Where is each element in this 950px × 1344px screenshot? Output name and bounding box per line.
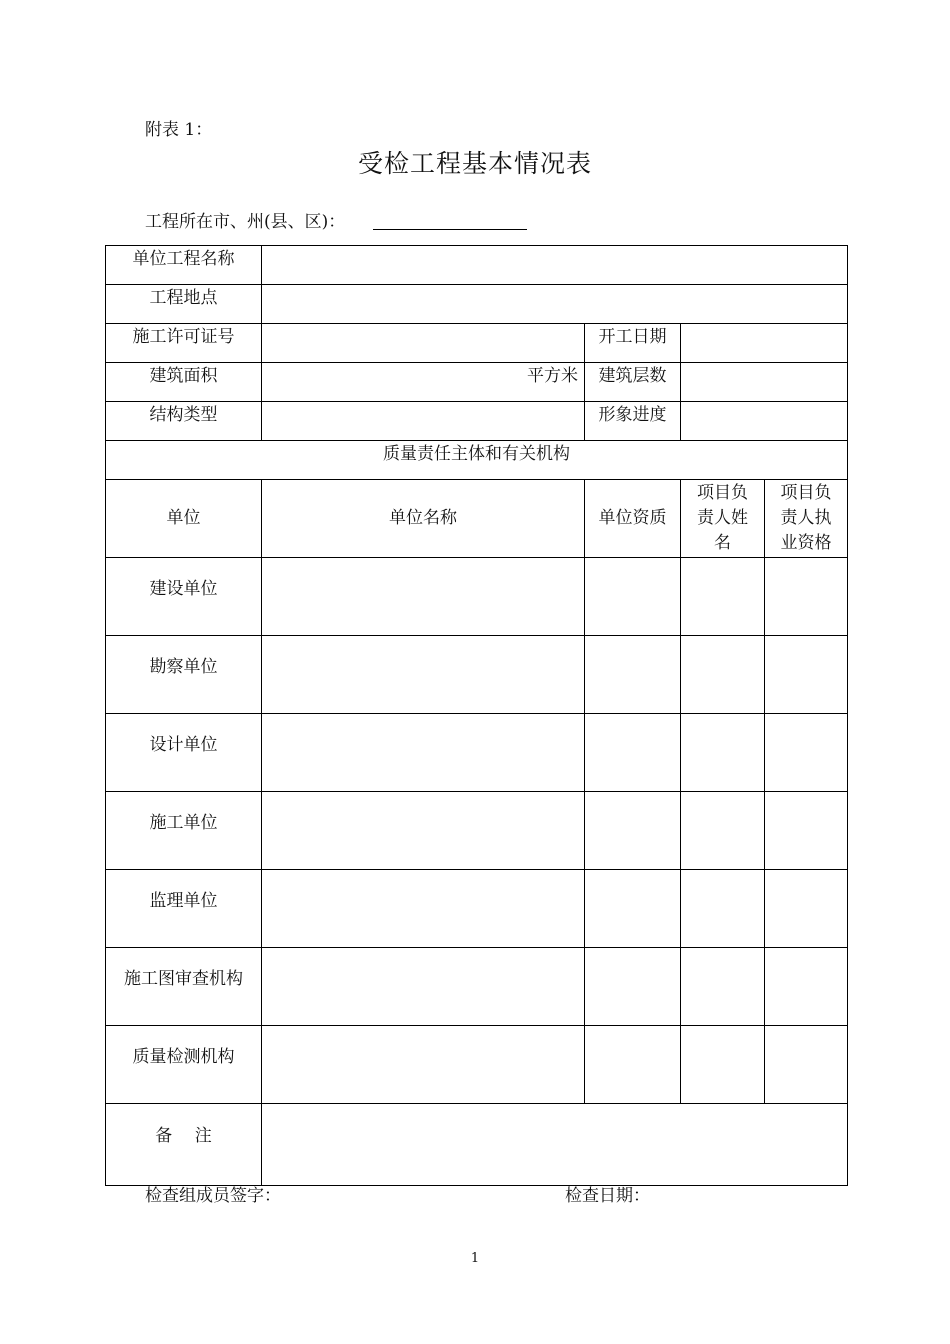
progress-label: 形象进度 [585, 402, 681, 441]
table-row [106, 285, 848, 324]
qualification-cell[interactable] [585, 714, 681, 792]
location-fill-line[interactable] [373, 229, 527, 230]
page-title: 受检工程基本情况表 [357, 149, 592, 178]
pm-name-cell[interactable] [681, 636, 765, 714]
pm-qualification-cell[interactable] [765, 870, 848, 948]
pm-name-cell[interactable] [681, 948, 765, 1026]
floors-label: 建筑层数 [585, 363, 681, 402]
table-row [106, 1026, 848, 1104]
location-label: 工程所在市、州(县、区)： [145, 212, 346, 232]
col-qualification-header: 单位资质 [585, 480, 681, 558]
signature-label: 检查组成员签字： [145, 1186, 281, 1206]
start-date-label: 开工日期 [585, 324, 681, 363]
unit-name-cell[interactable] [262, 870, 585, 948]
table-row [106, 363, 848, 402]
floor-area-field[interactable] [262, 363, 585, 402]
table-row [106, 714, 848, 792]
pm-qualification-cell[interactable] [765, 714, 848, 792]
col-pm-qualification-header: 项目负责人执业资格 [765, 480, 848, 558]
unit-project-name-field[interactable] [262, 246, 848, 285]
remarks-field[interactable] [262, 1104, 848, 1186]
pm-qualification-cell[interactable] [765, 636, 848, 714]
unit-name-cell[interactable] [262, 714, 585, 792]
area-unit: 平方米 [527, 366, 578, 386]
qualification-cell[interactable] [585, 636, 681, 714]
remarks-label: 备 注 [106, 1104, 262, 1186]
remarks-row [106, 1104, 848, 1186]
row-label: 监理单位 [106, 870, 262, 948]
project-site-label: 工程地点 [106, 285, 262, 324]
column-header-row [106, 480, 848, 558]
col-pm-name-header: 项目负责人姓名 [681, 480, 765, 558]
unit-project-name-label: 单位工程名称 [106, 246, 262, 285]
pm-name-cell[interactable] [681, 1026, 765, 1104]
floors-field[interactable] [681, 363, 848, 402]
qualification-cell[interactable] [585, 870, 681, 948]
pm-name-cell[interactable] [681, 714, 765, 792]
table-row [106, 948, 848, 1026]
progress-field[interactable] [681, 402, 848, 441]
col-unit-name-header: 单位名称 [262, 480, 585, 558]
table-row [106, 402, 848, 441]
pm-qualification-cell[interactable] [765, 792, 848, 870]
table-row [106, 870, 848, 948]
unit-name-cell[interactable] [262, 948, 585, 1026]
check-date-label: 检查日期： [565, 1186, 650, 1206]
structure-type-field[interactable] [262, 402, 585, 441]
pm-qualification-cell[interactable] [765, 1026, 848, 1104]
unit-name-cell[interactable] [262, 636, 585, 714]
table-row [106, 441, 848, 480]
pm-name-cell[interactable] [681, 792, 765, 870]
col-unit-header: 单位 [106, 480, 262, 558]
unit-name-cell[interactable] [262, 558, 585, 636]
floor-area-label: 建筑面积 [106, 363, 262, 402]
pm-name-cell[interactable] [681, 558, 765, 636]
unit-name-cell[interactable] [262, 792, 585, 870]
row-label: 设计单位 [106, 714, 262, 792]
table-row [106, 558, 848, 636]
pm-qualification-cell[interactable] [765, 558, 848, 636]
table-row [106, 636, 848, 714]
page-number: 1 [470, 1251, 480, 1266]
start-date-field[interactable] [681, 324, 848, 363]
table-row [106, 246, 848, 285]
pm-name-cell[interactable] [681, 870, 765, 948]
section-title: 质量责任主体和有关机构 [106, 441, 848, 480]
pm-qualification-cell[interactable] [765, 948, 848, 1026]
annex-label: 附表 1： [145, 120, 213, 140]
qualification-cell[interactable] [585, 948, 681, 1026]
unit-name-cell[interactable] [262, 1026, 585, 1104]
structure-type-label: 结构类型 [106, 402, 262, 441]
row-label: 建设单位 [106, 558, 262, 636]
qualification-cell[interactable] [585, 558, 681, 636]
qualification-cell[interactable] [585, 1026, 681, 1104]
row-label: 施工图审查机构 [106, 948, 262, 1026]
qualification-cell[interactable] [585, 792, 681, 870]
table-row [106, 792, 848, 870]
permit-no-field[interactable] [262, 324, 585, 363]
project-site-field[interactable] [262, 285, 848, 324]
row-label: 质量检测机构 [106, 1026, 262, 1104]
table-row [106, 324, 848, 363]
row-label: 勘察单位 [106, 636, 262, 714]
inspection-form-table [105, 245, 848, 1186]
permit-no-label: 施工许可证号 [106, 324, 262, 363]
row-label: 施工单位 [106, 792, 262, 870]
